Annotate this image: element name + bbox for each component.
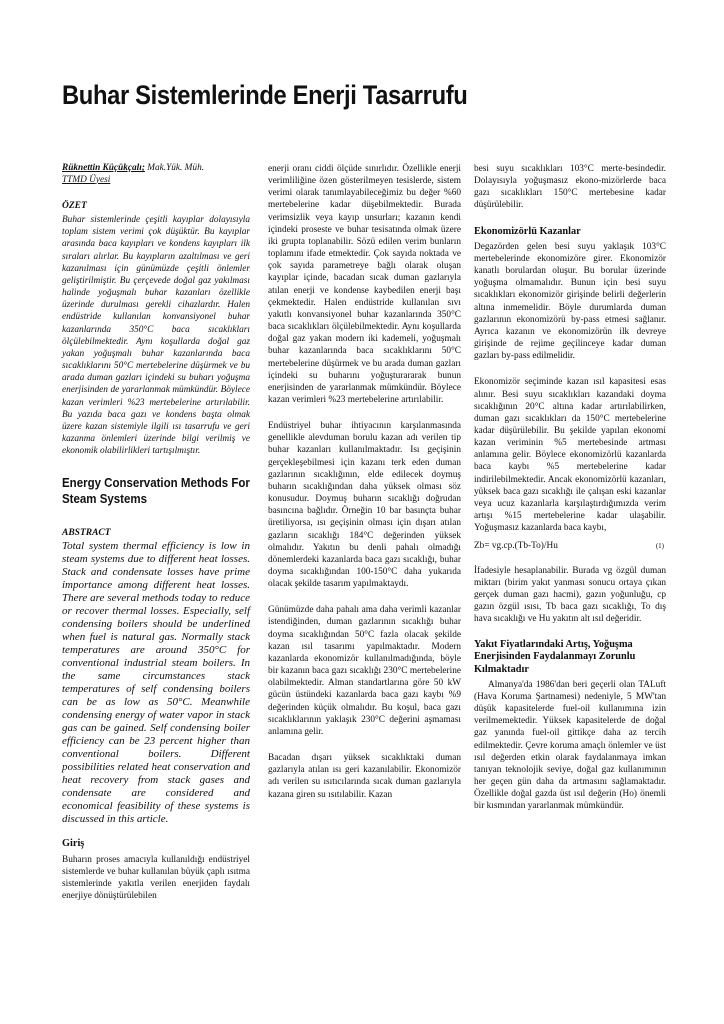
article-title: Buhar Sistemlerinde Enerji Tasarrufu [62,80,468,110]
author-name: Rüknettin Küçükçalı; [62,163,145,173]
ozet-heading: ÖZET [62,201,87,211]
giris-heading: Giriş [62,838,85,850]
column-middle [268,163,461,801]
col2-paragraph-3: Günümüzde daha pahalı ama daha verimli kazanlar istendiğinden, duman gazlarının sıcaklığı buhar doyma sıcaklığından 50°C fazla olacak şekilde kazan ısıl tasarımı yapılmaktadır. Modern kazanlarda ekonomizör kullanılmadığında, böyle bir kazanın baca gazı sıcaklığı 230°C mertebelerine olabilmektedir. Alman standartlarına göre 50 kW gücün üstündeki kazanlarda baca gazı kaybı %9 değerinden küçük olmalıdır. Bu koşul, baca gazı sıcaklıklarının yaklaşık 230°C değerini aşmaması anlamına gelir. [268,605,461,737]
ozet-text: Buhar sistemlerinde çeşitli kayıplar dolayısıyla toplam sistem verimi çok düşüktür. Bu kayıplar arasında baca kayıpları ve kondens kayıpları ilk sıraları alırlar. Bu kayıpların azaltılması ve geri kazanılması için günümüzde çeşitli önlemler geliştirilmiştir. Bu çerçevede doğal gaz yakılması halinde yoğuşmalı buhar kazanları özellikle üzerinde durulması gerekli cihazlardır. Halen endüstride kullanılan konvansiyonel buhar kazanlarında 350°C baca sıcaklıkları ölçülebilmektedir. Aynı koşullarda doğal gaz yakan yoğuşmalı buhar kazanlarında baca sıcaklıklarını 50°C mertebelerine düşürmek ve bu arada duman gazları içindeki su buharı yoğuşma enerjisinden de yararlanmak mümkündür. Böylece kazan verimleri %23 mertebelerine artırılabilir. Bu yazıda baca gazı ve kondens başta olmak üzere kazan sistemiyle ilgili ısı tasarrufu ve geri kazanma önlemleri üzerinde bilgi verilmiş ve ekonomik olabilirlikleri tartışılmıştır. [62,215,250,457]
heading-yakit-fiyatlari: Yakıt Fiyatlarındaki Artış, Yoğuşma Enerjisinden Faydalanmayı Zorunlu Kılmaktadır [474,639,636,675]
author-affiliation: TTMD Üyesi [62,174,111,185]
author-line [62,163,250,186]
column-left [62,163,250,902]
col2-paragraph-1: enerji oranı ciddi ölçüde sınırlıdır. Özellikle enerji verimliliğine özen gösterilmeyen tesislerde, sistem verimi olarak tanımlayabileceğimiz bu değer %60 mertebelerine kadar düşebilmektedir. Burada verimsizlik veya kayıp unsurları; kazanın kendi içindeki proseste ve buhar tesisatında olmak üzere iki grupta toplanabilir. Sözü edilen verim bunların toplamını ifade etmektedir. Çok sayıda noktada ve çok sayıda parametreye bağlı olarak oluşan kayıplar içinde, bacadan sıcak duman gazlarıyla atılan enerji ve kondense kaybedilen enerji başı çekmektedir. Halen endüstride kullanılan sıvı yakıtlı konvansiyonel buhar kazanlarında 350°C baca sıcaklıkları ölçülebilmektedir. Aynı koşullarda doğal gaz yakan modern iki kademeli, yoğuşmalı buhar kazanlarında baca sıcaklıklarını 50°C mertebelerine düşürmek ve bu arada duman gazları içindeki su buharını yoğuşturararak bunun enerjisinden de yararlanmak mümkündür. Böylece kazan verimleri %23 mertebelerine artırılabilir. [268,164,461,405]
col3-paragraph-3: Ekonomizör seçiminde kazan ısıl kapasitesi esas alınır. Besi suyu sıcaklıkları kazandaki doyma sıcaklığının 20°C altına kadar artırılabilirken, duman gazı sıcaklıkları da 150°C mertebelerine kadar düşürülebilir. Bu şekilde yapılan ekonomi kazan veriminin %5 mertebesinde artması anlamına gelir. Böylece ekonomizörlü kazanlarda baca kaybı %5 mertebelerine kadar indirilebilmektedir. Ancak ekonomizörlü kazanları, yüksek baca gazı sıcaklığı ile çalışan eski kazanlar veya ucuz kazanlarla karşılaştırdığımızda verim artışı %15 mertebelerine kadar ulaşabilir. Yoğuşmasız kazanlarda baca kaybı, [474,377,666,534]
col3-paragraph-5: Almanya'da 1986'dan beri geçerli olan TALuft (Hava Koruma Şartnamesi) nedeniyle, 5 MW'tan düşük kapasitelerde fuel-oil kullanımına izin verilmemektedir. Yüksek kapasitelerde de doğal gaz yanında fuel-oil gittikçe daha az tercih edilmektedir. Çevre koruma amaçlı önlemler ve üst ısıl değerden etkin olarak faydalanmaya imkan tanıyan teknolojik seviye, doğal gaz kullanımının her geçen gün daha da artmasını sağlamaktadır. Özellikle doğal gazda üst ısıl değerin (Ho) önemli bir kısmından yararlanmak mümkündür. [474,679,666,812]
col3-paragraph-2: Degazörden gelen besi suyu yaklaşık 103°C mertebelerinde ekonomizöre girer. Ekonomizör kanatlı borulardan oluşur. Bu borular üzerinde yoğuşma olmamalıdır. Bunun için besi suyu sıcaklıkları ekonomizör girişinde belirli değerlerin altına inmemelidir. Böyle durumlarda duman gazlarının ekonomizörü by-pass etmesi sağlanır. Ayrıca kazanın ve ekonomizörün ilk devreye girişinde de rejime geçilinceye kadar duman gazları by-pass edilmelidir. [474,241,666,362]
col2-paragraph-2: Endüstriyel buhar ihtiyacının karşılanmasında genellikle alevduman borulu kazan adı verilen tip buhar kazanları kullanılmaktadır. Isı geçişinin gerçekleşebilmesi için kazanı terk eden duman gazlarının sıcaklığının, elde edilecek doymuş buharın sıcaklığından daha yüksek olması söz konusudur. Doymuş buharın sıcaklığı doğrudan basıncına bağlıdır. Örneğin 10 bar basınçta buhar üretiliyorsa, ısı geçişinin olması için dışarı atılan gazların sıcaklığı 184°C değerinden yüksek olmalıdır. Yakıtın bu denli pahalı olmadığı dönemlerdeki kazanlarda baca gazı sıcaklığı, buhar doyma sıcaklığından 100-150°C daha yukarıda olacak şekilde tasarım yapılmaktaydı. [268,421,461,590]
abstract-text: Total system thermal efficiency is low in steam systems due to different heat losses. Stack and condensate losses have prime importance among different heat losses. There are several methods today to reduce or recover thermal losses. Especially, self condensing boilers should be underlined when fuel is natural gas. Normally stack temperatures are around 350°C for conventional industrial steam boilers. In the same circumstances stack temperatures of self condensing boilers can be as low as 50°C. Meanwhile condensing energy of water vapor in stack gas can be gained. Self condensing boiler efficiency can be 23 percent higher than conventional boilers. Different possibilities related heat conservation and heat recovery from stack gases and condensate are considered and economical feasibility of these systems is discussed in this article. [62,540,250,826]
col3-paragraph-1: besi suyu sıcaklıkları 103°C merte-besindedir. Dolayısıyla yoğuşmasız ekono-mizörlerde baca gazı sıcaklıkları 150°C mertebesine kadar düşürülebilir. [474,164,666,211]
heading-ekonomizorlu-kazanlar: Ekonomizörlü Kazanlar [474,225,581,237]
equation-number: (1) [655,542,664,551]
giris-text: Buharın proses amacıyla kullanıldığı endüstriyel sistemlerde ve buhar kullanılan büyük çaplı ısıtma sistemlerinde yakıtla verilen enerjiden faydalı enerjiye dönüştürülebilen [62,854,250,902]
col2-paragraph-4: Bacadan dışarı yüksek sıcaklıktaki duman gazlarıyla atılan ısı geri kazanılabilir. Ekonomizör adı verilen su ısıtıcılarında sıcak duman gazlarıyla kazana giren su ısıtılabilir. Kazan [268,753,461,800]
abstract-heading: ABSTRACT [62,528,111,539]
col3-paragraph-4: İfadesiyle hesaplanabilir. Burada vg özgül duman miktarı (birim yakıt yanması sonucu ortaya çıkan gerçek duman gazı hacmi), gazın yoğunluğu, cp gazın özgül ısısı, Tb baca gazı sıcaklığı, To dış hava sıcaklığı ve Hu yakıtın alt ısıl değeridir. [474,565,666,625]
column-right [474,163,666,813]
english-title: Energy Conservation Methods For Steam Systems [62,476,250,507]
formula-row [474,540,666,552]
author-title: Mak.Yük. Müh. [144,163,205,173]
formula: Zb= vg.cp.(Tb-To)/Hu [474,541,558,552]
